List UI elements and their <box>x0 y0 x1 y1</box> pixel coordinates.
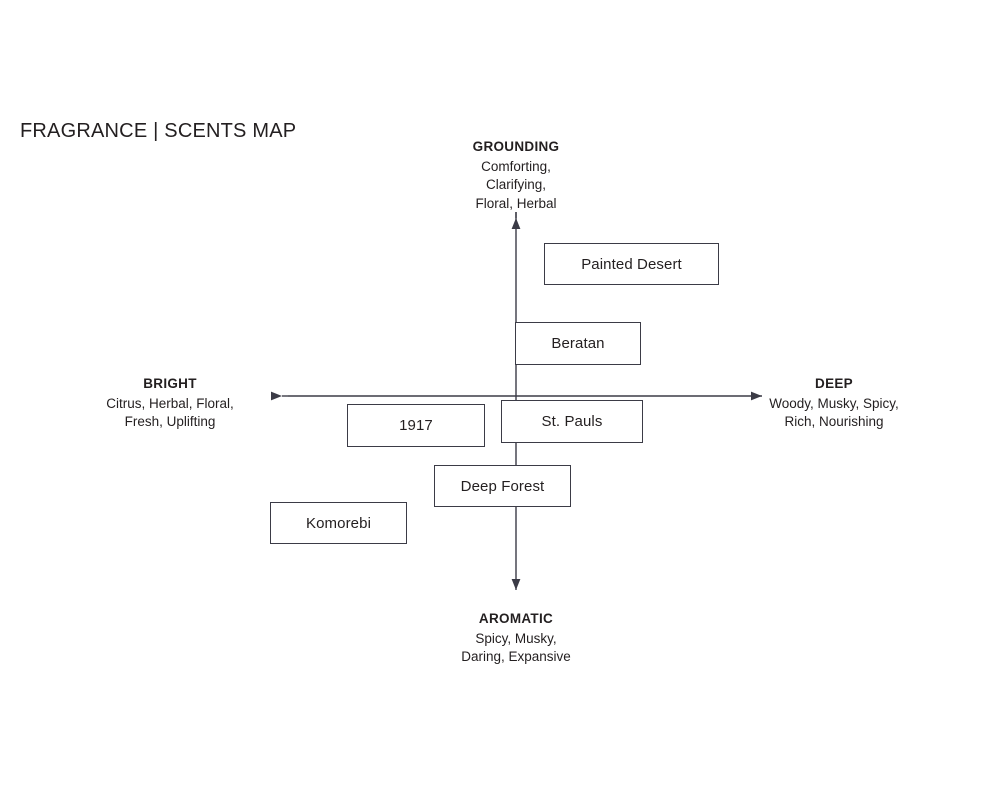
axis-label-bright-name: BRIGHT <box>143 376 197 391</box>
node-painted-desert[interactable] <box>544 243 719 285</box>
node-st-pauls[interactable] <box>501 400 643 443</box>
axis-label-grounding-name: GROUNDING <box>472 139 560 154</box>
node-label: 1917 <box>399 417 433 434</box>
node-1917[interactable] <box>347 404 485 447</box>
page-title: FRAGRANCE | SCENTS MAP <box>20 120 297 142</box>
axis-label-grounding-line-3: Floral, Herbal <box>475 195 557 211</box>
node-komorebi[interactable] <box>270 502 407 544</box>
axis-label-bright-line-2: Fresh, Uplifting <box>124 414 216 429</box>
axis-label-deep-line-2: Rich, Nourishing <box>784 414 884 429</box>
axis-label-aromatic-line-1: Spicy, Musky, <box>475 630 557 646</box>
node-deep-forest[interactable] <box>434 465 571 507</box>
node-label: St. Pauls <box>541 413 603 430</box>
axis-label-grounding <box>380 138 652 213</box>
axis-label-bright <box>36 375 304 432</box>
axis-label-aromatic <box>380 610 652 667</box>
axis-label-grounding-line-1: Comforting, <box>481 158 551 174</box>
axis-label-deep-line-1: Woody, Musky, Spicy, <box>769 395 899 411</box>
node-label: Painted Desert <box>581 255 682 273</box>
node-label: Beratan <box>551 335 605 352</box>
node-label: Komorebi <box>306 514 371 532</box>
axis-label-grounding-line-2: Clarifying, <box>485 177 547 192</box>
node-beratan[interactable] <box>515 322 641 365</box>
axis-label-bright-line-1: Citrus, Herbal, Floral, <box>106 395 234 411</box>
node-label: Deep Forest <box>460 477 545 495</box>
axis-label-aromatic-line-2: Daring, Expansive <box>461 649 571 664</box>
axis-label-aromatic-name: AROMATIC <box>478 611 554 626</box>
axis-label-deep-name: DEEP <box>815 376 853 391</box>
axis-label-deep <box>700 375 968 432</box>
